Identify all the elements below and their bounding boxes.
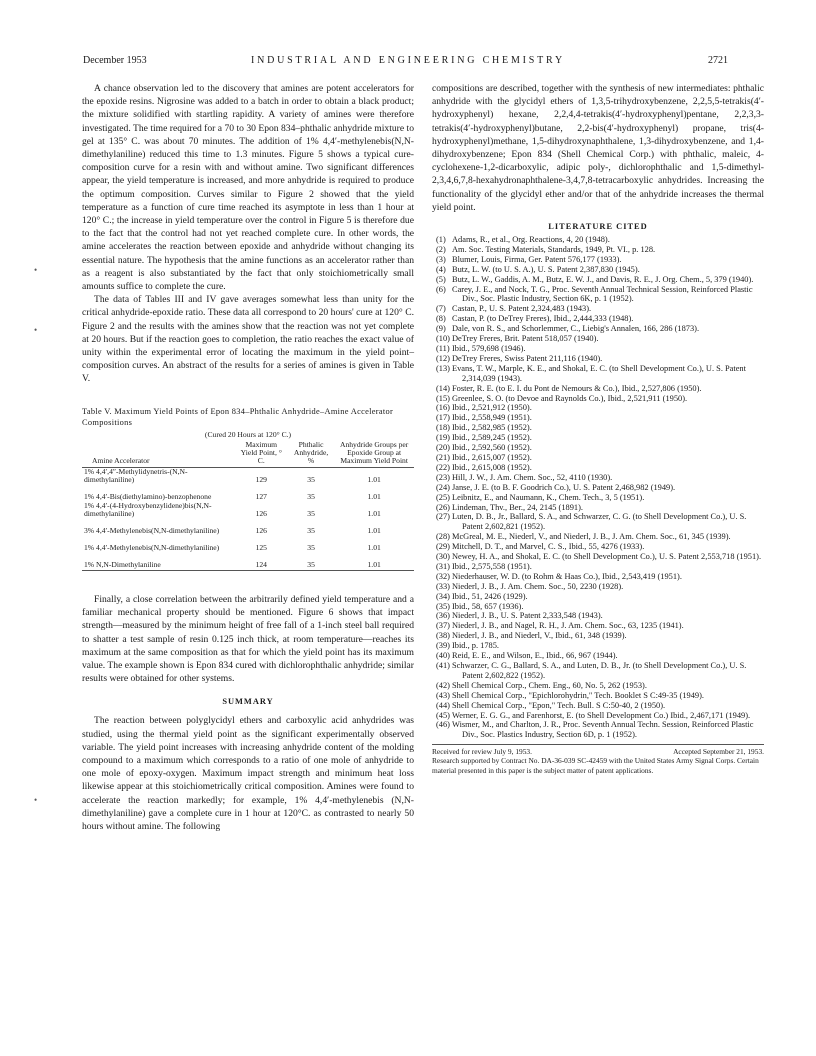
reference-item xyxy=(432,701,764,711)
reference-number: (6) xyxy=(436,284,446,294)
table-row xyxy=(82,485,414,502)
reference-text: Niederl, J. B., J. Am. Chem. Soc., 50, 2230 (1928). xyxy=(452,581,624,591)
reference-text: Luten, D. B., Jr., Ballard, S. A., and Schwarzer, C. G. (to Shell Development Co.), U. S. Patent 2,602,821 (1952). xyxy=(452,512,747,532)
reference-text: DeTrey Freres, Swiss Patent 211,116 (1940). xyxy=(452,353,603,363)
received-date: Received for review July 9, 1953. xyxy=(432,747,532,757)
reference-text: Ibid., 58, 657 (1936). xyxy=(452,601,524,611)
footnote xyxy=(432,744,764,775)
reference-item xyxy=(432,592,764,602)
reference-text: Evans, T. W., Marple, K. E., and Shokal, E. C. (to Shell Development Co.), U. S. Patent 2,314,039 (1943). xyxy=(452,363,746,383)
reference-item xyxy=(432,532,764,542)
reference-number: (24) xyxy=(436,482,450,492)
reference-item xyxy=(432,651,764,661)
margin-mark: • xyxy=(34,325,38,335)
reference-item xyxy=(432,463,764,473)
reference-text: Ibid., 2,521,912 (1950). xyxy=(452,403,532,413)
reference-text: Newey, H. A., and Shokal, E. C. (to Shell Development Co.), U. S. Patent 2,553,718 (1951). xyxy=(452,552,762,562)
reference-item xyxy=(432,552,764,562)
reference-text: Ibid., 2,582,985 (1952). xyxy=(452,423,532,433)
reference-text: Ibid., 2,615,008 (1952). xyxy=(452,462,532,472)
reference-number: (28) xyxy=(436,532,450,542)
reference-item xyxy=(432,473,764,483)
reference-item xyxy=(432,512,764,532)
table-row xyxy=(82,553,414,571)
summary-paragraph: The reaction between polyglycidyl ethers and carboxylic acid anhydrides was studied, using the thermal yield point as the significant experimentally observed variable. The yield point increases with increasing anhydride content of the molding compound to a maximum which corresponds to a ratio of one mole of anhydride to one mole of epoxy-oxygen. Maximum impact strength and minimum heat loss likewise appear at this stoichiometrically critical composition. Amines were found to accelerate the reaction markedly; for example, 1% 4,4′-methylenebis (N,N-dimethylaniline) gave a complete cure in 1 hour at 120°C. as contrasted to nearly 50 hours without amine. The following xyxy=(82,715,414,832)
reference-text: McGreal, M. E., Niederl, V., and Niederl, J. B., J. Am. Chem. Soc., 61, 345 (1939). xyxy=(452,532,731,542)
reference-item xyxy=(432,314,764,324)
reference-item xyxy=(432,661,764,681)
reference-item xyxy=(432,681,764,691)
reference-number: (5) xyxy=(436,274,446,284)
reference-text: Butz, L. W., Gaddis, A. M., Butz, E. W. J., and Davis, R. E., J. Org. Chem., 5, 379 (1940). xyxy=(452,274,754,284)
reference-number: (38) xyxy=(436,631,450,641)
reference-text: Niederl, J. B., and Niederl, V., Ibid., 61, 348 (1939). xyxy=(452,631,627,641)
reference-number: (18) xyxy=(436,423,450,433)
reference-number: (34) xyxy=(436,591,450,601)
reference-item xyxy=(432,364,764,384)
reference-text: Ibid., p. 1785. xyxy=(452,641,499,651)
cell-groups: 1.01 xyxy=(367,475,381,485)
reference-text: Castan, P., U. S. Patent 2,324,483 (1943). xyxy=(452,304,592,314)
body-paragraph: The data of Tables III and IV gave averages somewhat less than unity for the critical anhydride-epoxide ratio. These data all correspond to 20 hours' cure at 120° C. Figure 2 and the results with the amines show that the reaction was not yet complete at 20 hours. But if the reaction goes to completion, the ratio reaches the exact value of unity within the experimental error of locating the maximum in the yield point–composition curves. An abstract of the results for a series of amines is given in Table V. xyxy=(82,294,414,385)
reference-number: (17) xyxy=(436,413,450,423)
references-heading: LITERATURE CITED xyxy=(548,222,648,232)
reference-number: (41) xyxy=(436,661,450,670)
reference-text: Janse, J. E. (to B. F. Goodrich Co.), U. S. Patent 2,468,982 (1949). xyxy=(452,482,676,492)
reference-number: (1) xyxy=(436,235,446,245)
reference-text: Mitchell, D. T., and Marvel, C. S., Ibid., 55, 4276 (1933). xyxy=(452,542,645,552)
reference-item xyxy=(432,235,764,245)
summary-heading: SUMMARY xyxy=(222,697,274,707)
reference-number: (42) xyxy=(436,680,450,690)
reference-text: Adams, R., et al., Org. Reactions, 4, 20 (1948). xyxy=(452,235,610,245)
reference-text: Ibid., 2,575,558 (1951). xyxy=(452,561,532,571)
reference-item xyxy=(432,384,764,394)
margin-mark: • xyxy=(34,795,38,805)
cell-anhydride: 35 xyxy=(307,543,315,553)
reference-text: Ibid., 51, 2426 (1929). xyxy=(452,591,528,601)
cell-yield: 127 xyxy=(255,492,267,502)
reference-number: (35) xyxy=(436,601,450,611)
reference-number: (31) xyxy=(436,561,450,571)
reference-text: Ibid., 2,558,949 (1951). xyxy=(452,413,532,423)
table-caption: Table V. Maximum Yield Points of Epon 834–Phthalic Anhydride–Amine Accelerator Compositions xyxy=(82,406,394,427)
reference-number: (43) xyxy=(436,690,450,700)
reference-item xyxy=(432,611,764,621)
reference-text: Ibid., 579,698 (1946). xyxy=(452,344,526,353)
col-header-yield: Maximum Yield Point, ° C. xyxy=(240,439,282,466)
reference-number: (45) xyxy=(436,710,450,720)
page-number: 2721 xyxy=(708,55,728,66)
reference-item xyxy=(432,711,764,721)
reference-item xyxy=(432,503,764,513)
reference-number: (7) xyxy=(436,304,446,314)
reference-item xyxy=(432,691,764,701)
reference-item xyxy=(432,493,764,503)
reference-item xyxy=(432,602,764,612)
reference-number: (3) xyxy=(436,254,446,264)
reference-number: (33) xyxy=(436,581,450,591)
reference-number: (22) xyxy=(436,462,450,472)
reference-item xyxy=(432,413,764,423)
reference-item xyxy=(432,255,764,265)
reference-text: Butz, L. W. (to U. S. A.), U. S. Patent 2,387,830 (1945). xyxy=(452,264,640,274)
footnote-text: Research supported by Contract No. DA-36-039 SC-42459 with the United States Army Signal Corps. Certain material presented in this paper is the subject matter of patent applications. xyxy=(432,756,759,775)
reference-item xyxy=(432,423,764,433)
reference-number: (27) xyxy=(436,512,450,522)
reference-number: (46) xyxy=(436,720,450,730)
cell-groups: 1.01 xyxy=(367,543,381,553)
reference-item xyxy=(432,304,764,314)
reference-number: (11) xyxy=(436,344,450,353)
reference-number: (36) xyxy=(436,611,450,621)
cell-yield: 125 xyxy=(255,543,267,553)
reference-number: (26) xyxy=(436,502,450,512)
table-row xyxy=(82,502,414,519)
body-paragraph: A chance observation led to the discovery that amines are potent accelerators for the epoxide resins. Nigrosine was added to a batch in order to obtain a black product; the mixture solidified with startling rapidity. A variety of amines were therefore investigated. The time required for a 70 to 30 Epon 834–phthalic anhydride mixture to gel at 135° C. was about 70 minutes. The addition of 1% 4,4′-methylenebis(N,N-dimethylaniline) reduced this time to 1.3 minutes. Figure 5 shows a typical cure-composition curve for a resin with and without amine. Two significant differences appear, the yield temperature is increased, and more anhydride is required to produce the optimum composition. Curves similar to Figure 2 showed that the yield temperature as a function of cure time reached its asymptote in less than 1 hour at 120° C.; the increase in yield temperature over the control in Figure 5 is therefore due to the fact that the control had not yet reached complete cure. In other words, the amine accelerates the reaction between epoxide and anhydride without changing its essential nature. The hypothesis that the amine functions as an accelerator rather than as a reagent is also substantiated by the fact that only stoichiometrically small amounts suffice to complete the cure. xyxy=(82,83,414,293)
reference-number: (4) xyxy=(436,264,446,274)
table-row xyxy=(82,467,414,485)
reference-list xyxy=(432,235,764,740)
reference-text: Ibid., 2,592,560 (1952). xyxy=(452,443,532,453)
reference-number: (44) xyxy=(436,700,450,710)
reference-text: Niederl, J. B., U. S. Patent 2,333,548 (1943). xyxy=(452,611,603,621)
reference-item xyxy=(432,245,764,255)
cell-groups: 1.01 xyxy=(367,560,381,570)
reference-number: (21) xyxy=(436,452,450,462)
right-column xyxy=(432,82,764,775)
reference-item xyxy=(432,334,764,344)
margin-mark: • xyxy=(34,265,38,275)
reference-text: Am. Soc. Testing Materials, Standards, 1949, Pt. VI., p. 128. xyxy=(452,244,656,254)
reference-number: (10) xyxy=(436,334,450,344)
accepted-date: Accepted September 21, 1953. xyxy=(673,747,764,757)
reference-text: Wismer, M., and Charlton, J. R., Proc. Seventh Annual Techn. Session, Reinforced Plastic Div., Soc. Plastics Industry, Section 6D, p. 1 (1952). xyxy=(452,720,754,740)
reference-item xyxy=(432,453,764,463)
reference-text: Niederl, J. B., and Nagel, R. H., J. Am. Chem. Soc., 63, 1235 (1941). xyxy=(452,621,684,631)
reference-text: Carey, J. E., and Nock, T. G., Proc. Seventh Annual Technical Session, Reinforced Plastic Div., Soc. Plastic Industry, Section 6K, p. 1 (1952). xyxy=(452,284,753,304)
reference-text: DeTrey Freres, Brit. Patent 518,057 (1940). xyxy=(452,334,599,344)
cell-yield: 126 xyxy=(255,509,267,519)
reference-text: Foster, R. E. (to E. I. du Pont de Nemours & Co.), Ibid., 2,527,806 (1950). xyxy=(452,383,702,393)
reference-item xyxy=(432,631,764,641)
reference-number: (14) xyxy=(436,383,450,393)
reference-text: Schwarzer, C. G., Ballard, S. A., and Luten, D. B., Jr. (to Shell Development Co.), U. S. Patent 2,602,822 (1952). xyxy=(452,661,747,680)
reference-text: Reid, E. E., and Wilson, E., Ibid., 66, 967 (1944). xyxy=(452,651,618,661)
body-paragraph: Finally, a close correlation between the arbitrarily defined yield temperature and a familiar mechanical property should be mentioned. Figure 6 shows that impact strength—measured by the minimum height of free fall of a 1-inch steel ball required to shatter a test sample of resin 0.125 inch thick, at room temperature—reaches its maximum at the same composition as that for which the yield point has its maximum value. The example shown is Epon 834 cured with dichlorophthalic anhydride; similar results were obtained for other systems. xyxy=(82,593,414,685)
reference-number: (16) xyxy=(436,403,450,413)
reference-item xyxy=(432,265,764,275)
reference-number: (25) xyxy=(436,492,450,502)
reference-item xyxy=(432,344,764,354)
cell-accelerator: 1% 4,4′-Bis(diethylamino)-benzophenone xyxy=(84,492,212,502)
reference-number: (20) xyxy=(436,443,450,453)
body-paragraph: compositions are described, together with the synthesis of new intermediates: phthalic anhydride with the glycidyl ethers of 1,3,5-trihydroxybenzene, 2,2,5,5-tetrakis(4′-hydroxyphenyl) hexane, 2,2,4,4-tetrakis(4′-hydroxyphenyl)pentane, 2,2,3,3-tetrakis(4′-hydroxyphenyl)butane, 2,2-bis(4′-hydroxyphenyl) propane, tris(4-hydroxyphenyl)methane, 1,5-dihydroxynaphthalene, 1,3-dihydroxybenzene, and 1,4-dihydroxybenzene; Epon 834 (Shell Chemical Corp.) with phthalic, maleic, 4-cyclohexene-1,2-dicarboxylic, adipic poly-, dichlorophthalic and 1,5-dimethyl-2,3,4,6,7,8-hexahydronaphthalene-3,4,7,8-tetracarboxylic anhydrides. Increasing the functionality of the glycidyl ether and/or that of the anhydride increases the thermal yield point. xyxy=(432,83,764,213)
reference-number: (2) xyxy=(436,244,446,254)
reference-number: (19) xyxy=(436,433,450,443)
reference-number: (15) xyxy=(436,393,450,403)
reference-item xyxy=(432,621,764,631)
reference-item xyxy=(432,443,764,453)
cell-accelerator: 1% 4,4′-Methylenebis(N,N-dimethylaniline) xyxy=(84,543,220,553)
cell-anhydride: 35 xyxy=(307,526,315,536)
table-row xyxy=(82,519,414,536)
reference-item xyxy=(432,542,764,552)
reference-number: (13) xyxy=(436,363,450,373)
cell-yield: 124 xyxy=(255,560,267,570)
cell-anhydride: 35 xyxy=(307,509,315,519)
reference-text: Ibid., 2,589,245 (1952). xyxy=(452,433,532,443)
reference-number: (32) xyxy=(436,571,450,581)
reference-item xyxy=(432,275,764,285)
reference-number: (9) xyxy=(436,324,446,334)
cell-accelerator: 1% 4,4′,4″-Methylidynetris-(N,N-dimethylaniline) xyxy=(84,467,188,485)
reference-item xyxy=(432,324,764,334)
running-header-date: December 1953 xyxy=(83,55,147,66)
reference-number: (8) xyxy=(436,314,446,324)
table-subcaption: (Cured 20 Hours at 120° C.) xyxy=(204,429,292,439)
col-header-anhydride: Phthalic Anhydride, % xyxy=(293,439,329,466)
reference-number: (40) xyxy=(436,651,450,661)
reference-text: Niederhauser, W. D. (to Rohm & Haas Co.), Ibid., 2,543,419 (1951). xyxy=(452,571,682,581)
cell-accelerator: 3% 4,4′-Methylenebis(N,N-dimethylaniline) xyxy=(84,526,220,536)
cell-groups: 1.01 xyxy=(367,509,381,519)
cell-groups: 1.01 xyxy=(367,492,381,502)
reference-number: (37) xyxy=(436,621,450,631)
reference-number: (39) xyxy=(436,641,450,651)
table-v xyxy=(82,441,414,571)
cell-groups: 1.01 xyxy=(367,526,381,536)
reference-item xyxy=(432,354,764,364)
left-column xyxy=(82,82,414,833)
reference-number: (29) xyxy=(436,542,450,552)
cell-anhydride: 35 xyxy=(307,475,315,485)
reference-text: Ibid., 2,615,007 (1952). xyxy=(452,452,532,462)
reference-item xyxy=(432,720,764,740)
reference-number: (23) xyxy=(436,472,450,482)
cell-accelerator: 1% 4,4′-(4-Hydroxybenzylidene)bis(N,N-dimethylaniline) xyxy=(84,501,212,519)
reference-text: Blumer, Louis, Firma, Ger. Patent 576,177 (1933). xyxy=(452,254,622,264)
reference-item xyxy=(432,483,764,493)
table-row xyxy=(82,536,414,553)
running-header-journal: INDUSTRIAL AND ENGINEERING CHEMISTRY xyxy=(250,55,566,66)
cell-anhydride: 35 xyxy=(307,492,315,502)
reference-text: Greenlee, S. O. (to Devoe and Raynolds Co.), Ibid., 2,521,911 (1950). xyxy=(452,393,688,403)
reference-text: Werner, E. G. G., and Farenhorst, E. (to Shell Development Co.) Ibid., 2,467,171 (1949). xyxy=(452,710,751,720)
reference-item xyxy=(432,403,764,413)
reference-item xyxy=(432,641,764,651)
cell-accelerator: 1% N,N-Dimethylaniline xyxy=(84,560,161,570)
cell-yield: 126 xyxy=(255,526,267,536)
reference-text: Dale, von R. S., and Schorlemmer, C., Liebig's Annalen, 166, 286 (1873). xyxy=(452,324,700,334)
reference-item xyxy=(432,285,764,305)
reference-item xyxy=(432,572,764,582)
reference-number: (12) xyxy=(436,353,450,363)
reference-text: Hill, J. W., J. Am. Chem. Soc., 52, 4110 (1930). xyxy=(452,472,613,482)
reference-text: Lindeman, Thv., Ber., 24, 2145 (1891). xyxy=(452,502,583,512)
reference-item xyxy=(432,562,764,572)
cell-yield: 129 xyxy=(255,475,267,485)
col-header-accelerator: Amine Accelerator xyxy=(92,456,150,466)
cell-anhydride: 35 xyxy=(307,560,315,570)
reference-number: (30) xyxy=(436,552,450,562)
reference-item xyxy=(432,433,764,443)
reference-text: Castan, P. (to DeTrey Freres), Ibid., 2,444,333 (1948). xyxy=(452,314,634,324)
reference-item xyxy=(432,394,764,404)
reference-text: Leibnitz, E., and Naumann, K., Chem. Tech., 3, 5 (1951). xyxy=(452,492,645,502)
reference-text: Shell Chemical Corp., "Epon," Tech. Bull. S C:50-40, 2 (1950). xyxy=(452,700,666,710)
col-header-groups: Anhydride Groups per Epoxide Group at Maximum Yield Point xyxy=(339,439,409,466)
reference-item xyxy=(432,582,764,592)
reference-text: Shell Chemical Corp., Chem. Eng., 60, No. 5, 262 (1953). xyxy=(452,680,647,690)
reference-text: Shell Chemical Corp., "Epichlorohydrin," Tech. Booklet S C:49-35 (1949). xyxy=(452,690,704,700)
